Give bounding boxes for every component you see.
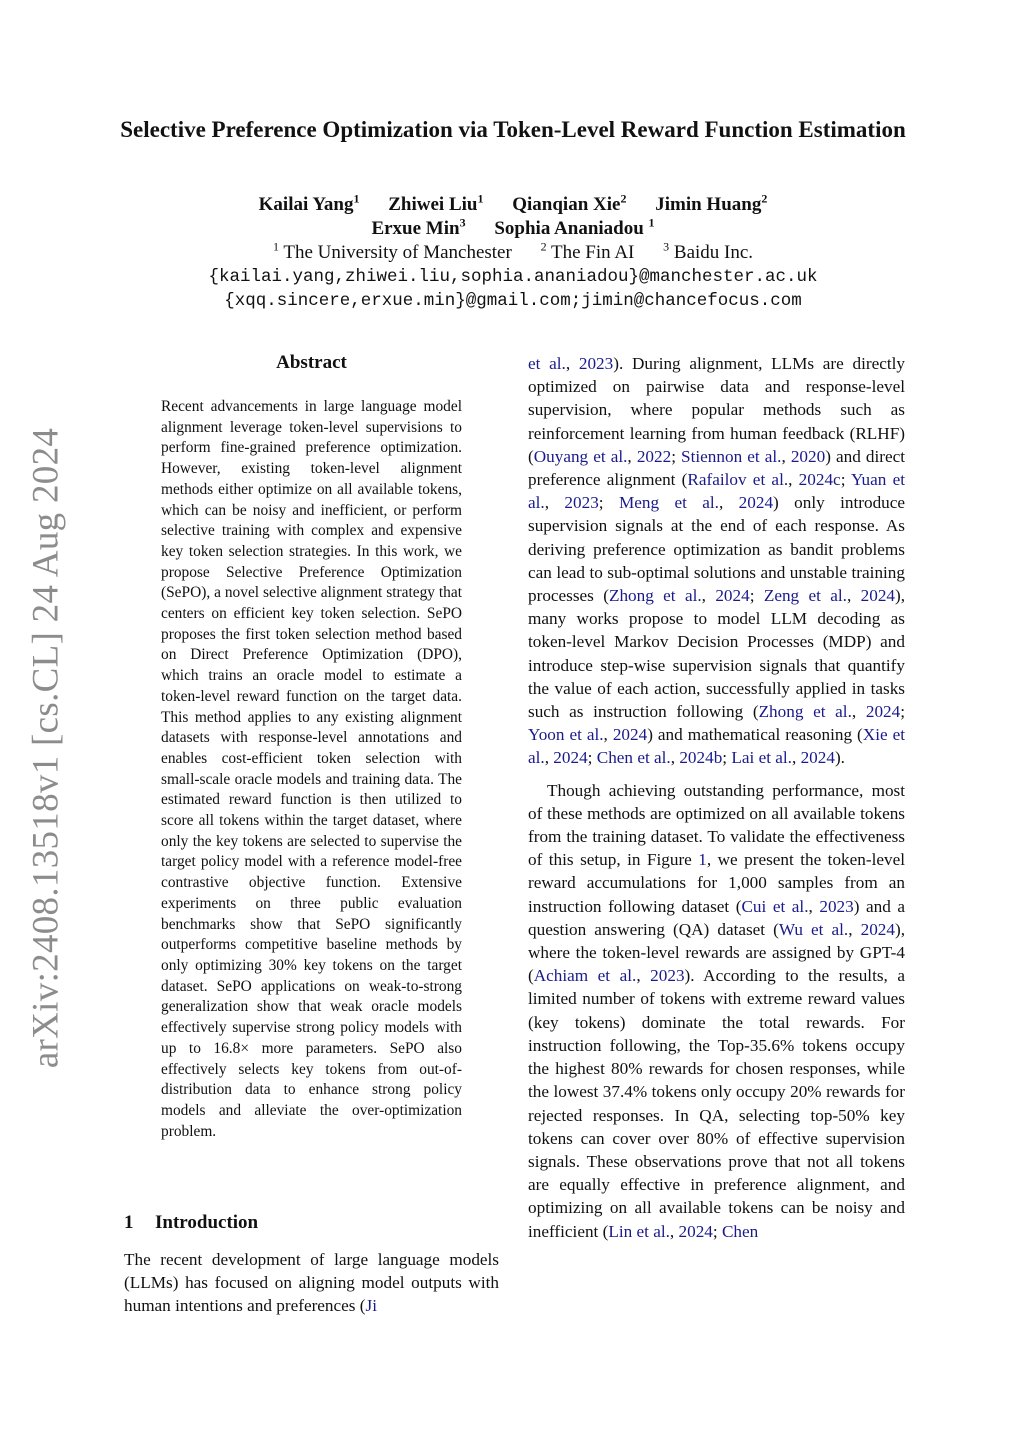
right-column	[528, 352, 905, 1243]
citation-link[interactable]: 2024	[860, 586, 895, 606]
citation-link[interactable]: Chen	[721, 1221, 759, 1241]
citation-link[interactable]: Zhong et al.	[758, 702, 852, 722]
author-name: Erxue Min	[371, 218, 460, 239]
paragraph-text: ,	[791, 748, 801, 768]
author-name: Kailai Yang	[258, 194, 354, 215]
author-name: Sophia Ananiadou	[494, 218, 644, 239]
abstract-heading: Abstract	[276, 352, 347, 373]
citation-link[interactable]: 2024b	[679, 748, 723, 768]
paragraph-text: Though achieving outstanding performance, most of these methods are optimized on all available tokens from the training dataset. To validate the effectiveness of this setup, in Figure	[528, 780, 905, 870]
paragraph-text: ). According to the results, a limited number of tokens with extreme reward values (key tokens) dominate the total rewards. For instruction following, the Top-35.6% tokens occupy the highest 80% rewards for chosen responses, while the lowest 37.4% tokens only occupy 20% rewards for rejected responses. In QA, selecting top-50% key tokens can cover over 80% of effective supervision signals. These observations prove that not all tokens are equally effective in preference alignment, and optimizing on all available tokens can be noisy and inefficient (	[528, 966, 906, 1241]
citation-link[interactable]: Rafailov et al.	[687, 470, 789, 490]
paragraph-text: ). During alignment, LLMs are directly optimized on pairwise data and response-level supervision, where popular methods such as reinforcement learning from human feedback (RLHF) (	[528, 354, 905, 466]
author-name: Jimin Huang	[655, 194, 762, 215]
paragraph-text: ;	[722, 748, 732, 768]
paragraph-text: ) and direct preference alignment (	[528, 446, 906, 490]
paragraph-text: ), where the token-level rewards are assigned by GPT-4 (	[528, 919, 906, 986]
paragraph-text: ,	[851, 702, 866, 722]
paragraph-text: ), many works propose to model LLM decoding as token-level Markov Decision Processes (MDP) and introduce step-wise supervision signals that quantify the value of each action, successfully applied in tasks such as instruction following (	[528, 586, 906, 722]
citation-link[interactable]: 2024	[715, 586, 750, 606]
section-title: Introduction	[155, 1212, 259, 1233]
author-name: Zhiwei Liu	[388, 194, 478, 215]
citation-link[interactable]: Lin et al.	[608, 1221, 670, 1241]
paragraph-text: ,	[603, 725, 613, 745]
email-line: {xqq.sincere,erxue.min}@gmail.com;jimin@chancefocus.com	[224, 291, 802, 311]
section-heading-introduction	[124, 1212, 258, 1234]
paragraph-text: ,	[808, 896, 820, 916]
paragraph-text: ;	[840, 470, 852, 490]
paragraph-text: ;	[671, 446, 682, 466]
citation-link[interactable]: Lai et al.	[731, 748, 792, 768]
citation-link[interactable]: Yoon et al.	[528, 725, 604, 745]
citation-link[interactable]: 2024	[860, 919, 895, 939]
paragraph-text: ;	[598, 493, 619, 513]
citation-link[interactable]: Stiennon et al.	[681, 446, 782, 466]
affiliation-name: The University of Manchester	[283, 242, 512, 263]
citation-link[interactable]: Zeng et al.	[763, 586, 847, 606]
citation-link[interactable]: Yuan et al.	[528, 470, 905, 513]
citation-link[interactable]: 2023	[650, 966, 685, 986]
author-affiliation-mark: 3	[459, 215, 466, 230]
affiliation-number: 3	[663, 239, 670, 254]
paragraph-text: ,	[627, 446, 637, 466]
arxiv-identifier-stamp: arXiv:2408.13518v1 [cs.CL] 24 Aug 2024	[25, 427, 67, 1069]
paragraph-text: ;	[712, 1221, 722, 1241]
citation-link[interactable]: Xie et al.	[528, 725, 905, 768]
author-affiliation-mark: 1	[353, 191, 360, 206]
citation-link[interactable]: 2024	[800, 748, 835, 768]
paragraph-text: ,	[846, 586, 861, 606]
citation-link[interactable]: 2024	[738, 493, 774, 513]
citation-link[interactable]: Ouyang et al.	[533, 446, 628, 466]
citation-link[interactable]: 2023	[578, 354, 614, 373]
paragraph-text: ;	[900, 702, 905, 722]
paper-title: Selective Preference Optimization via Token-Level Reward Function Estimation	[120, 117, 906, 142]
paragraph-text: The recent development of large language models (LLMs) has focused on aligning model outputs with human intentions and preferences (	[124, 1250, 499, 1316]
citation-link[interactable]: Ji	[365, 1296, 377, 1316]
citation-link[interactable]: Meng et al.	[618, 493, 719, 513]
author-block	[120, 193, 906, 313]
paragraph-text: ,	[544, 748, 554, 768]
affiliation-number: 1	[272, 239, 279, 254]
citation-link[interactable]: 2023	[564, 493, 599, 513]
affiliation-name: The Fin AI	[551, 242, 635, 263]
paragraph-text: ,	[788, 470, 799, 490]
citation-link[interactable]: 2024	[678, 1221, 713, 1241]
abstract-text: Recent advancements in large language model alignment leverage token-level supervisions to perform fine-grained preference optimization. However, existing token-level alignment methods either optimize on all available tokens, which can be noisy and inefficient, or perform selective training with complex and expensive key token selection strategies. In this work, we propose Selective Preference Optimization (SePO), a novel selective alignment strategy that centers on efficient key token selection. SePO proposes the first token selection method based on Direct Preference Optimization (DPO), which trains an oracle model to estimate a token-level reward function on the target data. This method applies to any existing alignment datasets with response-level annotations and enables cost-efficient token selection with small-scale oracle models and training data. The estimated reward function is then utilized to score all tokens within the target dataset, where only the key tokens are selected to supervise the target policy model with a reference model-free contrastive objective function. Extensive experiments on three public evaluation benchmarks show that SePO significantly outperforms competitive baseline methods by only optimizing 30% key tokens on the target dataset. SePO applications on weak-to-strong generalization show that weak oracle models effectively supervise strong policy models with up to 16.8× more parameters. SePO also effectively selects key tokens from out-of-distribution data to enhance strong policy models and alleviate the over-optimization problem.	[161, 398, 462, 1140]
citation-link[interactable]: Cui et al.	[741, 896, 809, 916]
paragraph-text: ) only introduce supervision signals at the end of each response. As deriving preference optimization as bandit problems can lead to sub-optimal solutions and unstable training processes (	[528, 493, 906, 606]
affiliation-number: 2	[540, 239, 547, 254]
citation-link[interactable]: Zhong et al.	[608, 586, 702, 606]
author-row-1	[120, 193, 906, 217]
citation-link[interactable]: Chen et al.	[596, 748, 671, 768]
affiliations-line	[120, 241, 906, 265]
paragraph-text: , we present the token-level reward accumulations for 1,000 samples from an instruction following dataset (	[528, 850, 905, 916]
introduction-paragraph	[124, 1248, 499, 1318]
paragraph-text: ;	[749, 586, 764, 606]
body-paragraph	[528, 779, 905, 1243]
paragraph-text: ,	[565, 354, 579, 373]
citation-link[interactable]: 2020	[790, 446, 826, 466]
author-affiliation-mark: 2	[620, 191, 627, 206]
body-paragraph	[528, 352, 905, 770]
author-affiliation-mark: 2	[761, 191, 768, 206]
citation-link[interactable]: 2024	[865, 702, 901, 722]
author-name: Qianqian Xie	[512, 194, 621, 215]
citation-link[interactable]: 2024c	[798, 470, 841, 490]
paragraph-text: ,	[636, 966, 651, 986]
paragraph-text: ) and mathematical reasoning (	[647, 725, 863, 745]
author-row-2	[120, 217, 906, 241]
paragraph-text: ,	[701, 586, 716, 606]
citation-link[interactable]: 2024	[553, 748, 588, 768]
author-affiliation-mark: 1	[648, 215, 655, 230]
citation-link[interactable]: Achiam et al.	[533, 966, 637, 986]
citation-link[interactable]: 2022	[636, 446, 672, 466]
paragraph-text: ) and a question answering (QA) dataset (	[528, 896, 906, 939]
citation-link[interactable]: 2023	[819, 896, 854, 916]
paragraph-text: ,	[670, 748, 680, 768]
paragraph-text: ,	[669, 1221, 679, 1241]
citation-link[interactable]: 1	[698, 850, 707, 870]
section-number: 1	[124, 1212, 134, 1233]
paragraph-text: ).	[834, 748, 845, 768]
email-line: {kailai.yang,zhiwei.liu,sophia.ananiadou}@manchester.ac.uk	[208, 267, 818, 287]
affiliation-name: Baidu Inc.	[673, 242, 754, 263]
paragraph-text: ,	[544, 493, 565, 513]
paragraph-text: ,	[848, 919, 861, 939]
author-affiliation-mark: 1	[477, 191, 484, 206]
citation-link[interactable]: 2024	[612, 725, 648, 745]
citation-link[interactable]: Wu et al.	[778, 919, 849, 939]
paragraph-text: ;	[587, 748, 597, 768]
paragraph-text: ,	[781, 446, 791, 466]
paragraph-text: ,	[718, 493, 739, 513]
citation-link[interactable]: et al.	[528, 354, 566, 373]
